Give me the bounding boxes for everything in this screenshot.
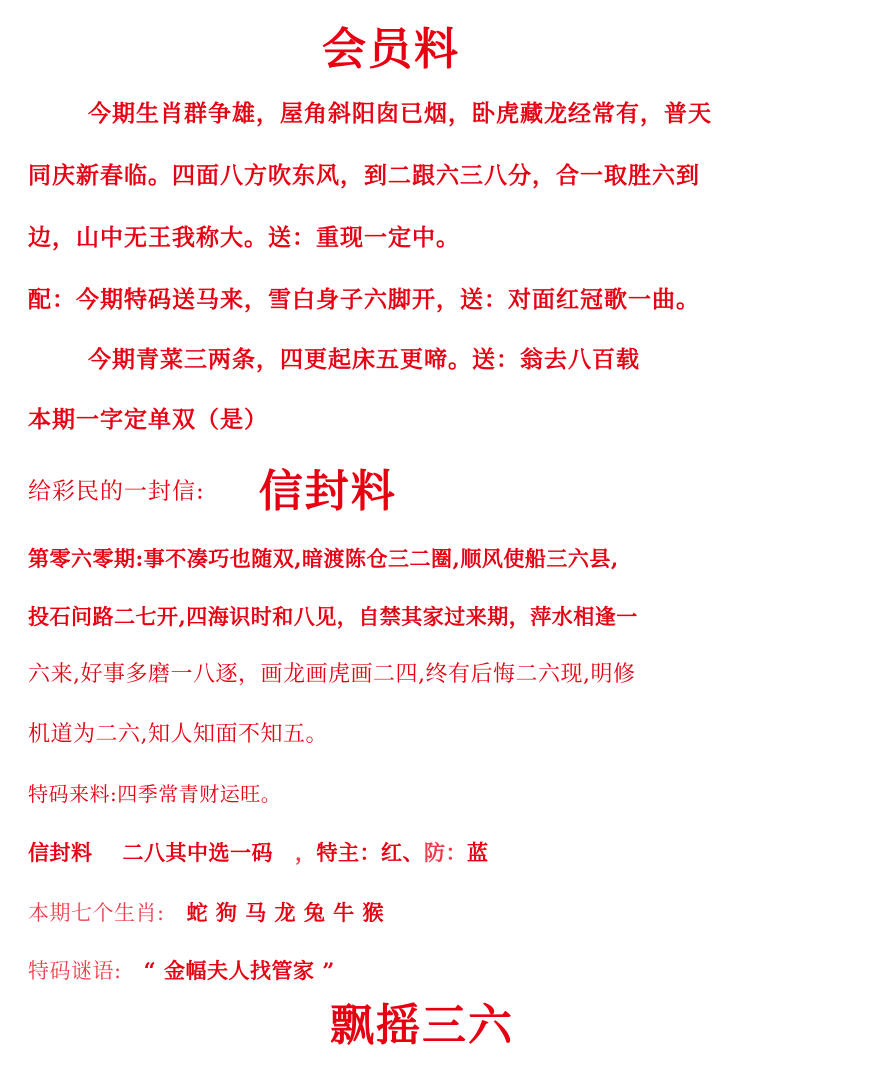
main-color-value: 红、: [381, 840, 424, 865]
defend-color-label: 防：: [424, 840, 467, 865]
main-color-label: 特主：: [316, 840, 381, 865]
pick-separator: ，: [295, 840, 317, 865]
pick-label: 信封料: [28, 840, 93, 865]
riddle-row: [28, 960, 335, 982]
member-line-2: 同庆新春临。四面八方吹东风，到二跟六三八分，合一取胜六到: [28, 162, 700, 189]
letter-line-3: 六来,好事多磨一八逐，画龙画虎画二四,终有后悔二六现,明修: [28, 662, 636, 687]
letter-line-2: 投石问路二七开,四海识时和八见，自禁其家过来期，萍水相逢一: [28, 604, 638, 629]
member-title: 会员料: [322, 24, 460, 75]
member-line-4: 配：今期特码送马来，雪白身子六脚开，送：对面红冠歌一曲。: [28, 286, 700, 313]
member-line-6: 本期一字定单双（是）: [28, 406, 268, 433]
letter-title: 信封料: [258, 466, 397, 517]
riddle-label: 特码谜语:: [28, 959, 122, 983]
zodiac-label: 本期七个生肖:: [28, 901, 165, 925]
zodiac-row: [28, 902, 384, 924]
pick-text: 二八其中选一码: [122, 840, 273, 865]
letter-line-4: 机道为二六,知人知面不知五。: [28, 722, 328, 747]
footer-title: 飘摇三六: [330, 1000, 514, 1051]
zodiac-list: 蛇 狗 马 龙 兔 牛 猴: [186, 900, 384, 925]
letter-line-1: 第零六零期:事不凑巧也随双,暗渡陈仓三二圈,顺风使船三六县,: [28, 546, 619, 571]
letter-intro: 给彩民的一封信:: [28, 478, 205, 505]
letter-line-5: 特码来料:四季常青财运旺。: [28, 782, 282, 806]
riddle-text: “ 金幅夫人找管家 ”: [143, 958, 335, 983]
member-line-5: 今期青菜三两条，四更起床五更啼。送：翁去八百载: [88, 346, 640, 373]
member-line-3: 边，山中无王我称大。送：重现一定中。: [28, 224, 460, 251]
member-line-1: 今期生肖群争雄，屋角斜阳囱已烟，卧虎藏龙经常有，普天: [88, 100, 712, 127]
pick-row: [28, 842, 489, 863]
defend-color-value: 蓝: [467, 840, 489, 865]
letter-header: [28, 466, 397, 517]
